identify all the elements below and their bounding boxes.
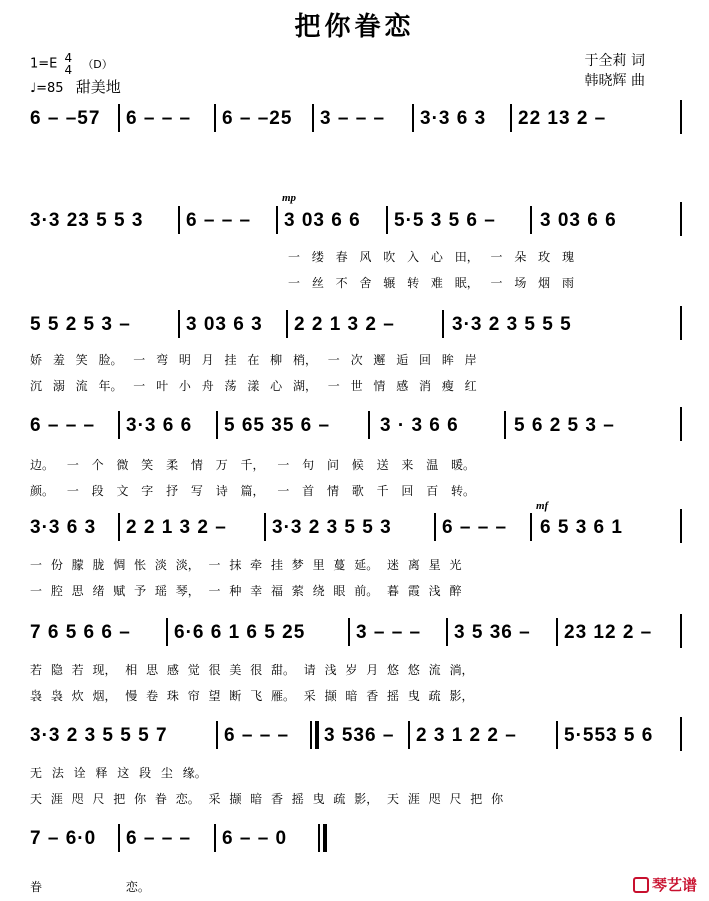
lyric-line: 一 腔 思 绪 赋 予 瑶 琴， 一 种 幸 福 萦 绕 眼 前。 暮 霞 浅 醉	[30, 584, 462, 598]
system-6-m3: 3 – – –	[356, 622, 422, 643]
system-7-m2: 6 – – –	[224, 725, 290, 746]
barline	[276, 206, 278, 234]
barline	[434, 513, 436, 541]
system-5-m1: 3·3 6 3	[30, 517, 97, 538]
barline	[680, 202, 682, 236]
final-barline-thick	[323, 824, 327, 852]
lyric-line: 一 丝 不 舍 辗 转 难 眠， 一 场 烟 雨	[288, 276, 574, 290]
barline	[680, 306, 682, 340]
barline	[680, 407, 682, 441]
system-1-m6: 22 13 2 –	[518, 108, 607, 129]
time-sig-top: 4	[64, 51, 73, 65]
barline	[530, 206, 532, 234]
barline	[214, 824, 216, 852]
system-5-m5: 6 5 3 6 1	[540, 517, 623, 538]
expression-text: 甜美地	[75, 78, 121, 96]
system-2-m3: 3 03 6 6	[284, 210, 361, 231]
lyric-line: 一 缕 春 风 吹 入 心 田， 一 朵 玫 瑰	[288, 250, 574, 264]
system-8-m2: 6 – – –	[126, 828, 192, 849]
repeat-barline-thick	[315, 721, 319, 749]
lyric-line: 娇 羞 笑 脸。 一 弯 明 月 挂 在 柳 梢， 一 次 邂 逅 回 眸 岸	[30, 353, 477, 367]
barline	[412, 104, 414, 132]
lyric-line: 边。 一 个 微 笑 柔 情 万 千， 一 句 问 候 送 来 温 暖。	[30, 458, 476, 472]
barline	[446, 618, 448, 646]
barline	[216, 721, 218, 749]
system-1-m1: 6 – –57	[30, 108, 101, 129]
tempo-value: =85	[36, 81, 64, 96]
time-signature	[65, 52, 73, 76]
barline	[348, 618, 350, 646]
system-1-m4: 3 – – –	[320, 108, 386, 129]
lyricist-credit: 于全莉 词	[584, 53, 645, 69]
system-8-m1: 7 – 6·0	[30, 828, 97, 849]
tempo-marking	[30, 76, 121, 97]
system-2-m1: 3·3 23 5 5 3	[30, 210, 144, 231]
dynamic-mf: mf	[536, 500, 549, 512]
system-1-m2: 6 – – –	[126, 108, 192, 129]
barline	[118, 104, 120, 132]
lyric-line: 无 法 诠 释 这 段 尘 缘。	[30, 766, 207, 780]
system-7-m3: 3 536 –	[324, 725, 395, 746]
barline	[216, 411, 218, 439]
barline	[166, 618, 168, 646]
lyric-line: 若 隐 若 现， 相 思 感 觉 很 美 很 甜。 请 浅 岁 月 悠 悠 流 淌，	[30, 663, 474, 677]
barline	[680, 509, 682, 543]
system-1-m5: 3·3 6 3	[420, 108, 487, 129]
barline	[118, 411, 120, 439]
watermark-text: 琴艺谱	[651, 876, 697, 894]
system-4-m4: 3 · 3 6 6	[380, 415, 459, 436]
barline	[312, 104, 314, 132]
system-3-m2: 3 03 6 3	[186, 314, 263, 335]
system-7-m5: 5·553 5 6	[564, 725, 654, 746]
barline	[408, 721, 410, 749]
barline	[264, 513, 266, 541]
barline	[118, 824, 120, 852]
system-2-m4: 5·5 3 5 6 –	[394, 210, 496, 231]
barline	[386, 206, 388, 234]
key-note: （D）	[82, 57, 113, 71]
system-3-m1: 5 5 2 5 3 –	[30, 314, 131, 335]
barline	[178, 206, 180, 234]
system-5-m3: 3·3 2 3 5 5 3	[272, 517, 392, 538]
page-title: 把你眷恋	[294, 12, 415, 42]
final-barline	[318, 824, 320, 852]
barline	[368, 411, 370, 439]
barline	[556, 721, 558, 749]
system-5-m4: 6 – – –	[442, 517, 508, 538]
key-label: 1=E	[30, 56, 58, 72]
barline	[214, 104, 216, 132]
system-6-m5: 23 12 2 –	[564, 622, 653, 643]
lyric-line: 天 涯 咫 尺 把 你 眷 恋。 采 撷 暗 香 摇 曳 疏 影， 天 涯 咫 尺 把 你	[30, 792, 504, 806]
lyric-line: 一 份 朦 胧 惆 怅 淡 淡， 一 抹 牵 挂 梦 里 蔓 延。 迷 离 星 光	[30, 558, 462, 572]
lyric-line: 沉 溺 流 年。 一 叶 小 舟 荡 漾 心 湖， 一 世 情 感 消 瘦 红	[30, 379, 477, 393]
time-sig-bottom: 4	[64, 63, 73, 77]
system-2-m5: 3 03 6 6	[540, 210, 617, 231]
system-1-m3: 6 – –25	[222, 108, 293, 129]
logo-icon	[633, 877, 649, 893]
repeat-barline	[310, 721, 312, 749]
barline	[178, 310, 180, 338]
system-4-m5: 5 6 2 5 3 –	[514, 415, 615, 436]
barline	[504, 411, 506, 439]
barline	[680, 614, 682, 648]
system-3-m3: 2 2 1 3 2 –	[294, 314, 395, 335]
system-5-m2: 2 2 1 3 2 –	[126, 517, 227, 538]
barline	[556, 618, 558, 646]
barline	[530, 513, 532, 541]
system-3-m4: 3·3 2 3 5 5 5	[452, 314, 572, 335]
barline	[442, 310, 444, 338]
watermark-logo[interactable]	[633, 874, 697, 895]
lyric-line: 袅 袅 炊 烟， 慢 卷 珠 帘 望 断 飞 雁。 采 撷 暗 香 摇 曳 疏 影，	[30, 689, 474, 703]
system-8-m3: 6 – – 0	[222, 828, 288, 849]
dynamic-mp: mp	[282, 192, 297, 204]
system-4-m1: 6 – – –	[30, 415, 96, 436]
system-7-m1: 3·3 2 3 5 5 5 7	[30, 725, 168, 746]
system-6-m1: 7 6 5 6 6 –	[30, 622, 131, 643]
barline	[510, 104, 512, 132]
barline	[118, 513, 120, 541]
system-4-m2: 3·3 6 6	[126, 415, 193, 436]
barline	[286, 310, 288, 338]
system-6-m2: 6·6 6 1 6 5 25	[174, 622, 306, 643]
key-signature	[30, 52, 113, 76]
lyric-line: 颜。 一 段 文 字 抒 写 诗 篇， 一 首 情 歌 千 回 百 转。	[30, 484, 476, 498]
system-4-m3: 5 65 35 6 –	[224, 415, 331, 436]
composer-credit: 韩晓辉 曲	[584, 73, 645, 89]
lyric-line: 眷 恋。	[30, 880, 150, 894]
system-7-m4: 2 3 1 2 2 –	[416, 725, 517, 746]
system-6-m4: 3 5 36 –	[454, 622, 531, 643]
barline	[680, 100, 682, 134]
barline	[680, 717, 682, 751]
quarter-note-icon: ♩	[30, 81, 37, 96]
system-2-m2: 6 – – –	[186, 210, 252, 231]
